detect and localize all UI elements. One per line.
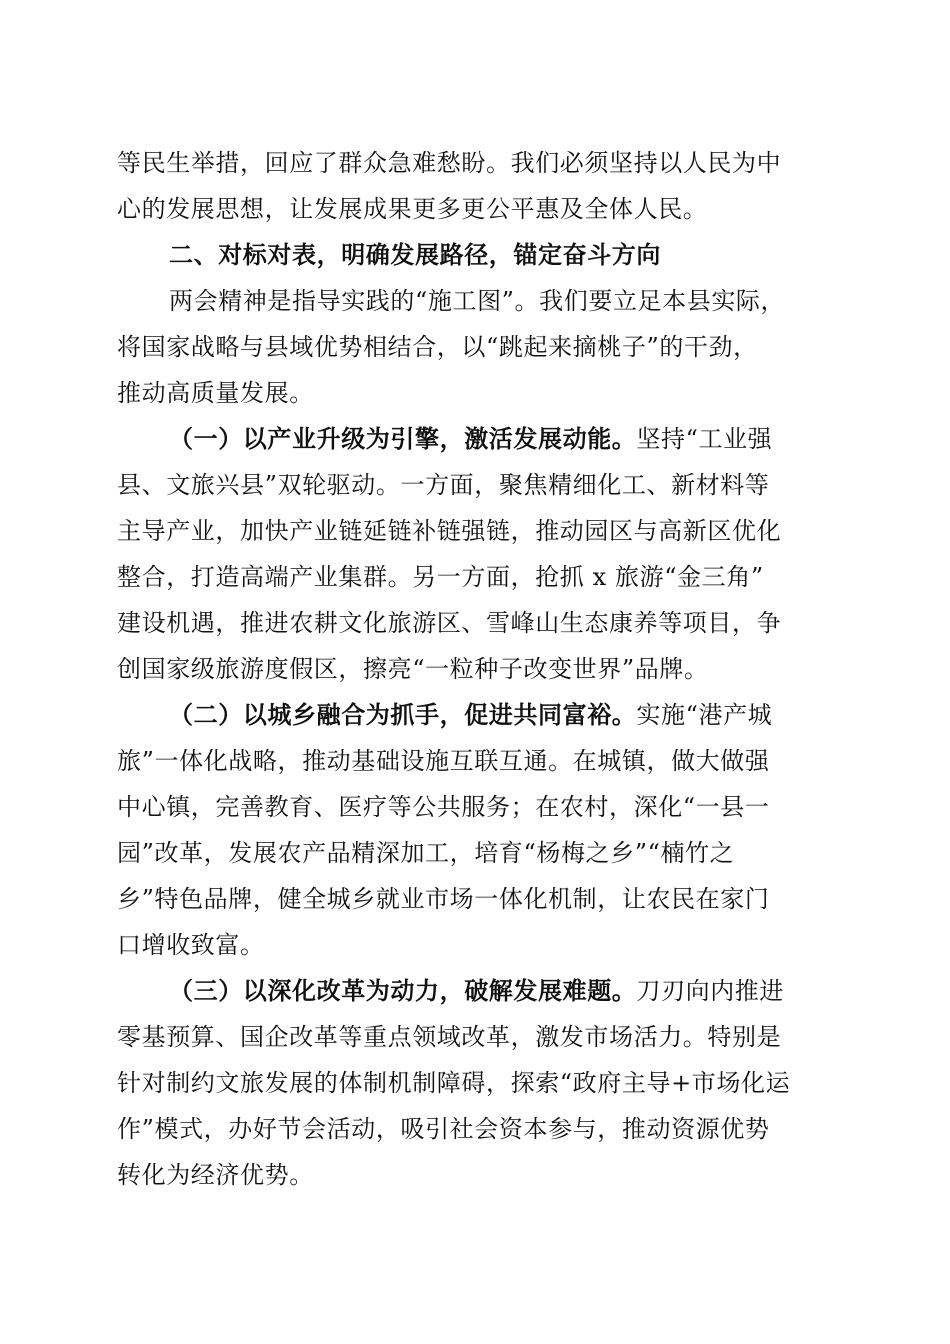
- paragraph-line: 针对制约文旅发展的体制机制障碍，探索“政府主导+市场化运: [117, 1069, 791, 1097]
- paragraph-line: 主导产业，加快产业链延链补链强链，推动园区与高新区优化: [117, 517, 782, 545]
- paragraph-line: 建设机遇，推进农耕文化旅游区、雪峰山生态康养等项目，争: [117, 609, 782, 637]
- paragraph-line: 园”改革，发展农产品精深加工，培育“杨梅之乡”“楠竹之: [117, 839, 735, 867]
- document-body: [117, 140, 813, 1198]
- paragraph-line: 口增收致富。: [117, 931, 265, 959]
- paragraph-line: 县、文旅兴县”双轮驱动。一方面，聚焦精细化工、新材料等: [117, 471, 770, 499]
- paragraph-line: 旅”一体化战略，推动基础设施互联互通。在城镇，做大做强: [117, 747, 770, 775]
- item-1-paragraph: [117, 416, 813, 692]
- paragraph-first-line: [117, 692, 813, 738]
- paragraph-first-line: [117, 968, 813, 1014]
- paragraph-first-line: [117, 416, 813, 462]
- paragraph-line: 转化为经济优势。: [117, 1161, 314, 1189]
- paragraph-line: 两会精神是指导实践的“施工图”。我们要立足本县实际，: [169, 287, 786, 315]
- item-3-paragraph: [117, 968, 813, 1198]
- section-intro-paragraph: [117, 278, 813, 416]
- item-2-lead: （二）以城乡融合为抓手，促进共同富裕。: [169, 700, 637, 729]
- paragraph-line: 零基预算、国企改革等重点领域改革，激发市场活力。特别是: [117, 1023, 782, 1051]
- item-3-lead: （三）以深化改革为动力，破解发展难题。: [169, 976, 637, 1005]
- intro-paragraph: [117, 140, 813, 232]
- item-2-first-line-rest: 实施“港产城: [636, 701, 773, 729]
- paragraph-line: 中心镇，完善教育、医疗等公共服务；在农村，深化“一县一: [117, 793, 770, 821]
- item-1-lead: （一）以产业升级为引擎，激活发展动能。: [169, 424, 637, 453]
- section-heading: 二、对标对表，明确发展路径，锚定奋斗方向: [169, 241, 661, 269]
- paragraph-line: 等民生举措，回应了群众急难愁盼。我们必须坚持以人民为中: [117, 149, 782, 177]
- paragraph-line: 创国家级旅游度假区，擦亮“一粒种子改变世界”品牌。: [117, 655, 709, 683]
- paragraph-line: 心的发展思想，让发展成果更多更公平惠及全体人民。: [117, 195, 708, 223]
- paragraph-line: 将国家战略与县域优势相结合，以“跳起来摘桃子”的干劲，: [117, 333, 758, 361]
- paragraph-line: 乡”特色品牌，健全城乡就业市场一体化机制，让农民在家门: [117, 885, 770, 913]
- item-3-first-line-rest: 刀刃向内推进: [636, 977, 785, 1005]
- paragraph-line: 整合，打造高端产业集群。另一方面，抢抓 x 旅游“金三角”: [117, 563, 764, 591]
- paragraph-line: 推动高质量发展。: [117, 379, 314, 407]
- item-2-paragraph: [117, 692, 813, 968]
- item-1-first-line-rest: 坚持“工业强: [636, 425, 773, 453]
- paragraph-line: 作”模式，办好节会活动，吸引社会资本参与，推动资源优势: [117, 1115, 770, 1143]
